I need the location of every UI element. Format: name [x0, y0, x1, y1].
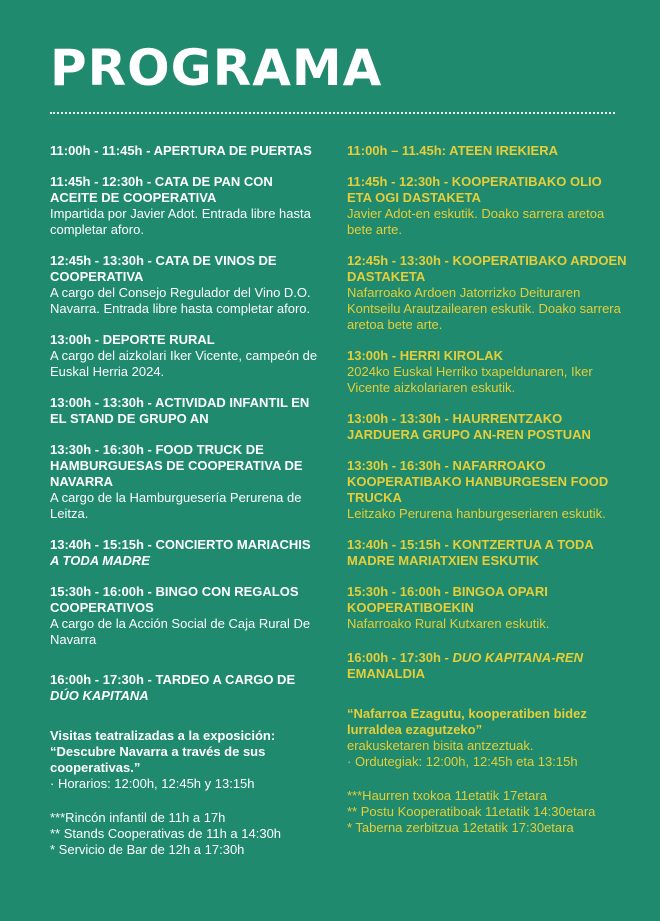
item-heading: 13:00h - DEPORTE RURAL [50, 332, 215, 347]
visits-info [50, 728, 320, 792]
item-heading: 13:30h - 16:30h - NAFARROAKO KOOPERATIBAKO HANBURGESEN FOOD TRUCKA [347, 458, 609, 505]
item-heading: 13:40h - 15:15h - KONTZERTUA A TODA MADRE MARIATXIEN ESKUTIK [347, 537, 594, 568]
dotted-divider [50, 112, 615, 114]
item-heading: 15:30h - 16:00h - BINGO CON REGALOS COOPERATIVOS [50, 584, 299, 615]
program-item [50, 672, 320, 704]
basque-column [347, 143, 627, 836]
visits-schedule: · Ordutegiak: 12:00h, 12:45h eta 13:15h [347, 754, 578, 769]
notes [347, 788, 627, 836]
note: ***Rincón infantil de 11h a 17h [50, 810, 226, 825]
visits-text [347, 706, 627, 754]
program-item [50, 395, 320, 427]
item-description: Leitzako Perurena hanburgeseriaren eskutik. [347, 506, 606, 521]
program-item [50, 442, 320, 522]
item-description: A cargo de la Acción Social de Caja Rural De Navarra [50, 616, 311, 647]
program-item [347, 348, 627, 396]
program-item [347, 174, 627, 238]
item-heading: 11:00h - 11:45h - APERTURA DE PUERTAS [50, 143, 312, 158]
item-heading-italic: DUO KAPITANA-REN [452, 650, 583, 665]
visits-info [347, 706, 627, 770]
notes [50, 810, 320, 858]
program-item [347, 411, 627, 443]
item-description: A cargo del Consejo Regulador del Vino D.O. Navarra. Entrada libre hasta completar aforo. [50, 285, 311, 316]
program-item [50, 584, 320, 648]
item-heading [50, 672, 320, 704]
note: ** Stands Cooperativas de 11h a 14:30h [50, 826, 282, 841]
visits-rest: erakusketaren bisita antzeztuak. [347, 738, 534, 753]
item-description: A cargo de la Hamburguesería Perurena de Leitza. [50, 490, 302, 521]
program-item [50, 174, 320, 238]
item-heading-italic: DÚO KAPITANA [50, 688, 149, 703]
item-description: Nafarroako Rural Kutxaren eskutik. [347, 616, 550, 631]
program-item [50, 537, 320, 569]
program-item [50, 253, 320, 317]
program-item [347, 584, 627, 632]
item-heading: 11:00h – 11.45h: ATEEN IREKIERA [347, 143, 558, 158]
item-description: Javier Adot-en eskutik. Doako sarrera aretoa bete arte. [347, 206, 605, 237]
item-description: 2024ko Euskal Herriko txapeldunaren, Iker Vicente aizkolariaren eskutik. [347, 364, 593, 395]
visits-exhibition: “Descubre Navarra a través de sus cooperativas.” [50, 744, 266, 775]
note: * Servicio de Bar de 12h a 17:30h [50, 842, 245, 857]
program-item [347, 458, 627, 522]
item-heading-italic: A TODA MADRE [50, 553, 150, 568]
item-description: A cargo del aizkolari Iker Vicente, campeón de Euskal Herria 2024. [50, 348, 318, 379]
item-heading: 13:00h - 13:30h - ACTIVIDAD INFANTIL EN EL STAND DE GRUPO AN [50, 395, 310, 426]
program-item [50, 143, 320, 159]
item-heading: 12:45h - 13:30h - KOOPERATIBAKO ARDOEN DASTAKETA [347, 253, 627, 284]
page-title: PROGRAMA [50, 39, 383, 97]
item-heading-text: 16:00h - 17:30h - [347, 650, 453, 665]
note: ***Haurren txokoa 11etatik 17etara [347, 788, 547, 803]
item-heading [347, 650, 627, 682]
program-item [347, 650, 627, 682]
visits-exhibition: “Nafarroa Ezagutu, kooperatiben bidez lurraldea ezagutzeko” [347, 706, 587, 737]
note: * Taberna zerbitzua 12etatik 17:30etara [347, 820, 574, 835]
item-heading: 11:45h - 12:30h - CATA DE PAN CON ACEITE DE COOPERATIVA [50, 174, 273, 205]
item-heading-text: 13:40h - 15:15h - CONCIERTO MARIACHIS [50, 537, 311, 552]
note: ** Postu Kooperatiboak 11etatik 14:30etara [347, 804, 596, 819]
visits-schedule: · Horarios: 12:00h, 12:45h y 13:15h [50, 776, 255, 791]
program-item [347, 537, 627, 569]
spanish-column [50, 143, 320, 858]
item-heading-text: 16:00h - 17:30h - TARDEO A CARGO DE [50, 672, 296, 687]
item-heading: 13:00h - HERRI KIROLAK [347, 348, 504, 363]
program-item [50, 332, 320, 380]
item-description: Impartida por Javier Adot. Entrada libre hasta completar aforo. [50, 206, 311, 237]
item-heading [50, 537, 320, 569]
item-heading: 11:45h - 12:30h - KOOPERATIBAKO OLIO ETA OGI DASTAKETA [347, 174, 602, 205]
program-item [347, 143, 627, 159]
program-item [347, 253, 627, 333]
item-heading: 13:30h - 16:30h - FOOD TRUCK DE HAMBURGUESAS DE COOPERATIVA DE NAVARRA [50, 442, 303, 489]
item-heading: 13:00h - 13:30h - HAURRENTZAKO JARDUERA GRUPO AN-REN POSTUAN [347, 411, 591, 442]
visits-title: Visitas teatralizadas a la exposición: [50, 728, 276, 743]
item-heading-after: EMANALDIA [347, 666, 425, 681]
item-description: Nafarroako Ardoen Jatorrizko Deituraren Kontseilu Arautzailearen eskutik. Doako sarrera aretoa bete arte. [347, 285, 621, 332]
item-heading: 12:45h - 13:30h - CATA DE VINOS DE COOPERATIVA [50, 253, 277, 284]
item-heading: 15:30h - 16:00h - BINGOA OPARI KOOPERATIBOEKIN [347, 584, 548, 615]
